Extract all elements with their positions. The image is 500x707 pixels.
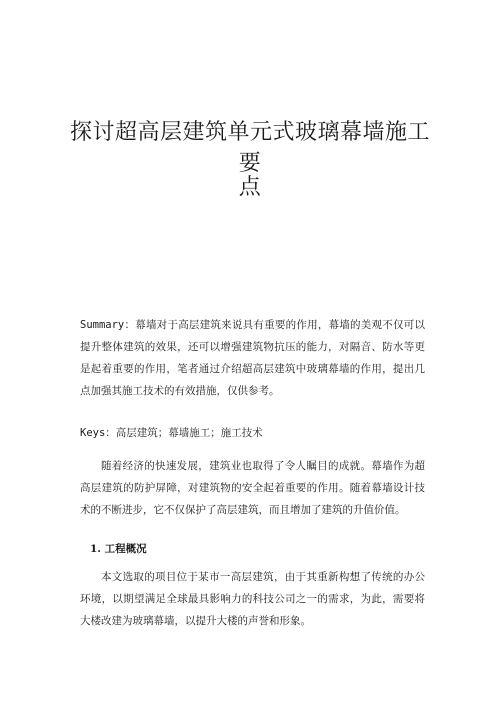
intro-paragraph: 随着经济的快速发展，建筑业也取得了令人瞩目的成就。幕墙作为超高层建筑的防护屏障，对建筑物的安全起着重要的作用。随着幕墙设计技术的不断进步，它不仅保护了高层建筑，而且增加了建筑的升值价值。 xyxy=(80,460,425,516)
keywords-label: Keys： xyxy=(80,427,116,439)
document-title-line-1: 探讨超高层建筑单元式玻璃幕墙施工要 xyxy=(69,120,430,176)
summary-text: 幕墙对于高层建筑来说具有重要的作用，幕墙的美观不仅可以提升整体建筑的效果，还可以增强建筑物抗压的能力，对隔音、防水等更是起着重要的作用，笔者通过介绍超高层建筑中玻璃幕墙的作用，提出几点加强其施工技术的有效措施，仅供参考。 xyxy=(80,319,425,397)
section-1-heading: 1. 工程概况 xyxy=(90,543,147,555)
keywords-paragraph xyxy=(80,422,425,444)
section-1-paragraph: 本文选取的项目位于某市一高层建筑，由于其重新构想了传统的办公环境，以期望满足全球最具影响力的科技公司之一的需求，为此，需要将大楼改建为玻璃幕墙，以提升大楼的声誉和形象。 xyxy=(80,571,425,627)
summary-label: Summary： xyxy=(80,319,136,331)
keywords-text: 高层建筑；幕墙施工；施工技术 xyxy=(115,427,263,439)
document-title-line-2: 点 xyxy=(238,175,262,200)
summary-paragraph xyxy=(80,314,425,402)
